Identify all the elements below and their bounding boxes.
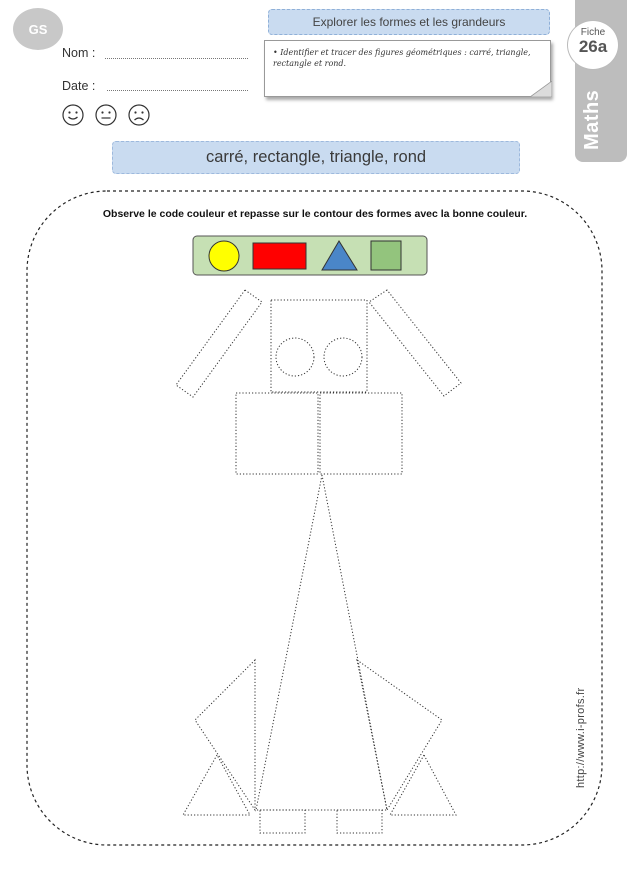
legend-circle xyxy=(209,241,239,271)
bullet-icon: • xyxy=(273,48,281,57)
body-left-square[interactable] xyxy=(236,393,318,474)
page-title: carré, rectangle, triangle, rond xyxy=(112,141,520,174)
level-badge: GS xyxy=(13,8,63,50)
legend-rectangle xyxy=(253,243,306,269)
subject-label: Maths xyxy=(581,89,603,150)
instruction-text: Observe le code couleur et repasse sur le contour des formes avec la bonne couleur. xyxy=(102,208,528,220)
color-legend xyxy=(193,236,427,275)
dashed-frame xyxy=(27,191,602,845)
name-label: Nom : xyxy=(62,46,96,60)
legend-square xyxy=(371,241,401,270)
objective-label: Identifier et tracer des figures géométriques : carré, triangle, rectangle et rond. xyxy=(273,48,531,68)
left-foot-rectangle[interactable] xyxy=(260,810,305,833)
left-arm-rectangle[interactable] xyxy=(176,290,262,397)
right-wing-triangle[interactable] xyxy=(357,660,442,810)
right-eye-circle[interactable] xyxy=(324,338,362,376)
fiche-label: Fiche xyxy=(580,27,606,38)
left-wing-triangle[interactable] xyxy=(195,660,255,810)
right-small-triangle[interactable] xyxy=(390,755,456,815)
left-small-triangle[interactable] xyxy=(183,755,250,815)
date-label: Date : xyxy=(62,79,96,93)
right-foot-rectangle[interactable] xyxy=(337,810,382,833)
central-triangle[interactable] xyxy=(256,475,387,810)
site-url[interactable]: http://www.i-profs.fr xyxy=(575,687,587,788)
left-eye-circle[interactable] xyxy=(276,338,314,376)
domain-banner: Explorer les formes et les grandeurs xyxy=(268,9,550,35)
traceable-figure[interactable] xyxy=(176,290,461,833)
head-square[interactable] xyxy=(271,300,367,392)
fiche-number: 26a xyxy=(578,37,608,56)
right-arm-rectangle[interactable] xyxy=(369,290,461,396)
body-right-square[interactable] xyxy=(320,393,402,474)
